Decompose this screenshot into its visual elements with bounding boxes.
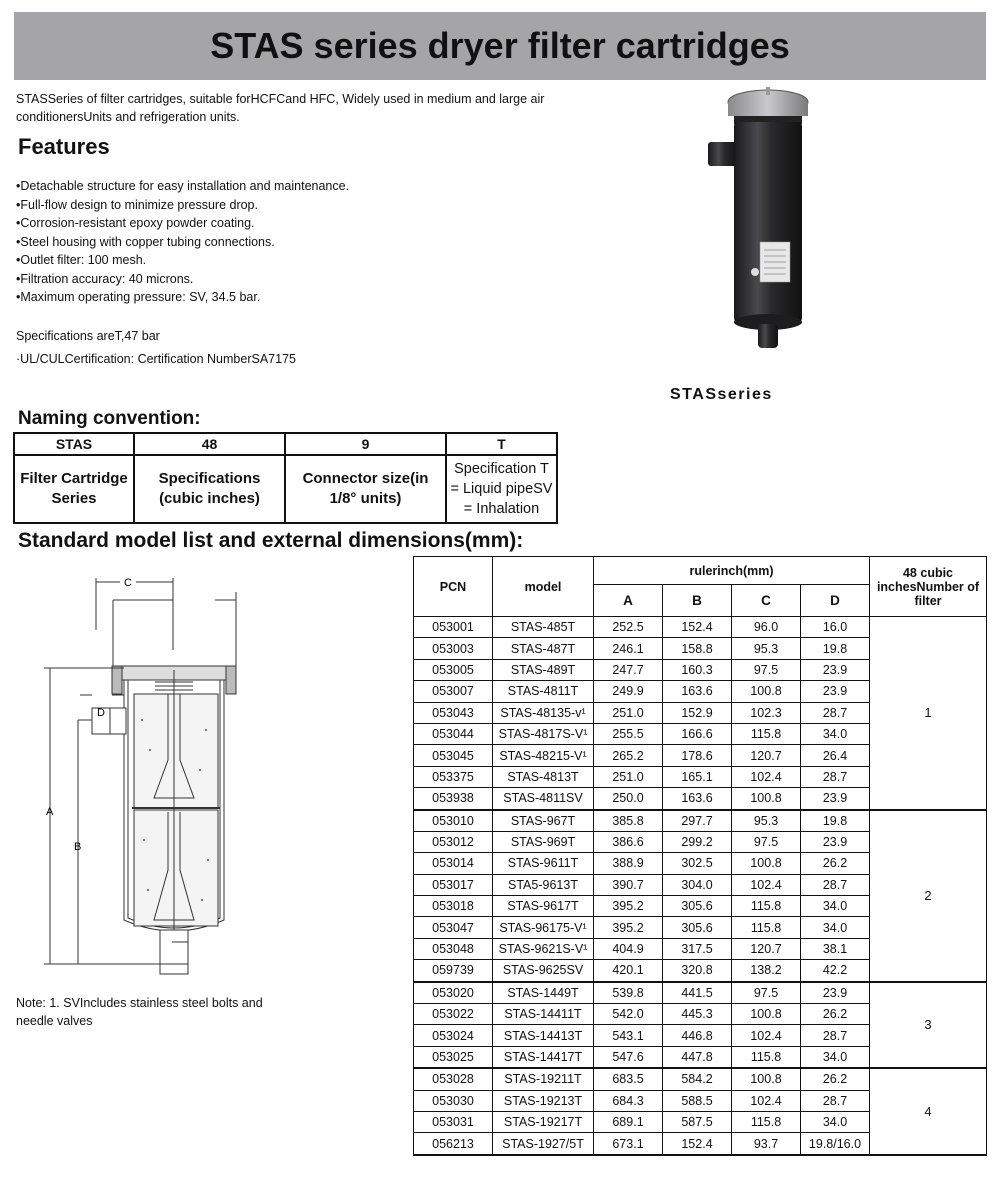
product-caption: STASseries: [670, 386, 773, 403]
cell-b: 160.3: [663, 659, 732, 680]
cell-c: 120.7: [732, 745, 801, 766]
cell-c: 102.3: [732, 702, 801, 723]
cell-b: 441.5: [663, 982, 732, 1004]
cell-pcn: 053010: [414, 810, 493, 832]
feature-item: • Full-flow design to minimize pressure drop.: [16, 196, 349, 215]
cell-a: 247.7: [594, 659, 663, 680]
dim-label-d: D: [97, 707, 105, 719]
cell-c: 95.3: [732, 810, 801, 832]
intro-text: STASSeries of filter cartridges, suitable forHCFCand HFC, Widely used in medium and large air conditionersUnits and refrigeration units.: [16, 92, 545, 124]
header-c: C: [732, 585, 801, 617]
cell-model: STAS-14411T: [493, 1004, 594, 1025]
cell-c: 100.8: [732, 1068, 801, 1090]
cell-pcn: 053025: [414, 1046, 493, 1068]
cell-pcn: 053007: [414, 681, 493, 702]
cell-c: 95.3: [732, 638, 801, 659]
cell-model: STAS-487T: [493, 638, 594, 659]
cell-pcn: 059739: [414, 960, 493, 982]
cell-model: STAS-969T: [493, 831, 594, 852]
cell-b: 304.0: [663, 874, 732, 895]
cell-a: 251.0: [594, 702, 663, 723]
cell-model: STAS-1449T: [493, 982, 594, 1004]
naming-convention-table: [13, 432, 558, 524]
cell-model: STAS-9625SV: [493, 960, 594, 982]
dimension-diagram: [30, 570, 270, 985]
cell-d: 34.0: [801, 1111, 870, 1132]
page-title: STAS series dryer filter cartridges: [210, 25, 790, 66]
cell-pcn: 053375: [414, 766, 493, 787]
cell-b: 163.6: [663, 788, 732, 810]
cell-pcn: 053014: [414, 853, 493, 874]
cell-model: STAS-14413T: [493, 1025, 594, 1046]
cell-b: 305.6: [663, 917, 732, 938]
cell-a: 689.1: [594, 1111, 663, 1132]
cell-model: STAS-9617T: [493, 896, 594, 917]
cell-pcn: 053012: [414, 831, 493, 852]
cell-model: STAS-967T: [493, 810, 594, 832]
dim-label-b: B: [74, 841, 82, 853]
cell-pcn: 053024: [414, 1025, 493, 1046]
cell-a: 673.1: [594, 1133, 663, 1155]
cell-d: 19.8: [801, 638, 870, 659]
cell-pcn: 053938: [414, 788, 493, 810]
cell-a: 395.2: [594, 917, 663, 938]
cell-c: 115.8: [732, 1111, 801, 1132]
cell-a: 250.0: [594, 788, 663, 810]
cell-a: 404.9: [594, 938, 663, 959]
cell-model: STAS-9621S-V¹: [493, 938, 594, 959]
table-row: [414, 1068, 987, 1090]
cell-a: 390.7: [594, 874, 663, 895]
naming-meaning: Filter Cartridge Series: [14, 455, 134, 523]
cell-d: 23.9: [801, 788, 870, 810]
cell-a: 251.0: [594, 766, 663, 787]
cell-b: 305.6: [663, 896, 732, 917]
feature-item: • Maximum operating pressure: SV, 34.5 bar.: [16, 288, 349, 307]
cell-d: 16.0: [801, 617, 870, 638]
cell-b: 320.8: [663, 960, 732, 982]
cell-d: 26.2: [801, 1068, 870, 1090]
cell-c: 102.4: [732, 1025, 801, 1046]
cell-pcn: 053047: [414, 917, 493, 938]
cell-c: 120.7: [732, 938, 801, 959]
cell-c: 115.8: [732, 1046, 801, 1068]
cell-c: 100.8: [732, 681, 801, 702]
cell-b: 584.2: [663, 1068, 732, 1090]
cell-model: STAS-4811T: [493, 681, 594, 702]
cell-c: 97.5: [732, 659, 801, 680]
cell-a: 420.1: [594, 960, 663, 982]
features-list: [16, 177, 349, 307]
cell-model: STAS-1927/5T: [493, 1133, 594, 1155]
cell-c: 96.0: [732, 617, 801, 638]
naming-heading: Naming convention:: [18, 408, 201, 429]
cell-b: 447.8: [663, 1046, 732, 1068]
cell-model: STAS-4813T: [493, 766, 594, 787]
header-d: D: [801, 585, 870, 617]
naming-code: T: [446, 433, 557, 455]
cell-c: 138.2: [732, 960, 801, 982]
cell-pcn: 053045: [414, 745, 493, 766]
spec-line: Specifications areT,47 bar: [16, 329, 160, 343]
naming-code: STAS: [14, 433, 134, 455]
cell-d: 23.9: [801, 659, 870, 680]
cell-b: 302.5: [663, 853, 732, 874]
header-model: model: [493, 557, 594, 617]
table-row: [414, 810, 987, 832]
cell-d: 19.8: [801, 810, 870, 832]
header-pcn: PCN: [414, 557, 493, 617]
cell-d: 26.2: [801, 1004, 870, 1025]
cell-c: 102.4: [732, 766, 801, 787]
cell-model: STA5-9613T: [493, 874, 594, 895]
cell-a: 547.6: [594, 1046, 663, 1068]
cell-model: STAS-19211T: [493, 1068, 594, 1090]
naming-code: 9: [285, 433, 446, 455]
cell-a: 388.9: [594, 853, 663, 874]
cell-a: 255.5: [594, 723, 663, 744]
cell-pcn: 053044: [414, 723, 493, 744]
cell-d: 19.8/16.0: [801, 1133, 870, 1155]
cell-b: 152.9: [663, 702, 732, 723]
cell-a: 385.8: [594, 810, 663, 832]
cell-pcn: 056213: [414, 1133, 493, 1155]
cell-b: 163.6: [663, 681, 732, 702]
table-row: [414, 617, 987, 638]
cell-pcn: 053022: [414, 1004, 493, 1025]
cell-model: STAS-48215-V¹: [493, 745, 594, 766]
dim-label-a: A: [46, 806, 54, 818]
cell-b: 166.6: [663, 723, 732, 744]
cell-pcn: 053028: [414, 1068, 493, 1090]
cell-b: 445.3: [663, 1004, 732, 1025]
cell-pcn: 053031: [414, 1111, 493, 1132]
cell-d: 34.0: [801, 1046, 870, 1068]
cell-pcn: 053030: [414, 1090, 493, 1111]
header-b: B: [663, 585, 732, 617]
cell-model: STAS-19213T: [493, 1090, 594, 1111]
title-banner: [14, 12, 986, 80]
cell-pcn: 053020: [414, 982, 493, 1004]
cell-filter-count: 4: [870, 1068, 987, 1155]
cell-d: 23.9: [801, 831, 870, 852]
cell-c: 115.8: [732, 917, 801, 938]
feature-item: • Detachable structure for easy installation and maintenance.: [16, 177, 349, 196]
cell-b: 587.5: [663, 1111, 732, 1132]
cell-pcn: 053005: [414, 659, 493, 680]
cell-pcn: 053017: [414, 874, 493, 895]
cell-a: 386.6: [594, 831, 663, 852]
cell-c: 100.8: [732, 853, 801, 874]
cell-b: 317.5: [663, 938, 732, 959]
cell-b: 158.8: [663, 638, 732, 659]
cell-b: 588.5: [663, 1090, 732, 1111]
cell-filter-count: 1: [870, 617, 987, 810]
certification-line: ·UL/CULCertification: Certification NumberSA7175: [16, 352, 296, 366]
cell-c: 102.4: [732, 874, 801, 895]
cell-b: 299.2: [663, 831, 732, 852]
cell-c: 100.8: [732, 1004, 801, 1025]
dim-label-c: C: [124, 577, 132, 589]
header-ruler: rulerinch(mm): [594, 557, 870, 585]
cell-model: STAS-96175-V¹: [493, 917, 594, 938]
header-filter-count: 48 cubic inchesNumber of filter: [870, 557, 987, 617]
features-heading: Features: [18, 134, 110, 159]
cell-c: 102.4: [732, 1090, 801, 1111]
cell-a: 246.1: [594, 638, 663, 659]
footnote: Note: 1. SVIncludes stainless steel bolts and needle valves: [16, 996, 263, 1028]
cell-d: 38.1: [801, 938, 870, 959]
cell-a: 539.8: [594, 982, 663, 1004]
cell-model: STAS-489T: [493, 659, 594, 680]
cell-pcn: 053003: [414, 638, 493, 659]
cell-b: 446.8: [663, 1025, 732, 1046]
naming-code: 48: [134, 433, 285, 455]
cell-c: 93.7: [732, 1133, 801, 1155]
cell-pcn: 053018: [414, 896, 493, 917]
cell-a: 395.2: [594, 896, 663, 917]
cell-d: 28.7: [801, 1025, 870, 1046]
cell-filter-count: 3: [870, 982, 987, 1069]
cell-d: 42.2: [801, 960, 870, 982]
cell-pcn: 053048: [414, 938, 493, 959]
cell-d: 28.7: [801, 874, 870, 895]
cell-a: 542.0: [594, 1004, 663, 1025]
cell-d: 28.7: [801, 766, 870, 787]
feature-item: • Outlet filter: 100 mesh.: [16, 251, 349, 270]
cell-a: 265.2: [594, 745, 663, 766]
cell-c: 100.8: [732, 788, 801, 810]
cell-a: 543.1: [594, 1025, 663, 1046]
cell-model: STAS-9611T: [493, 853, 594, 874]
cell-d: 34.0: [801, 723, 870, 744]
standard-heading: Standard model list and external dimensions(mm):: [18, 529, 524, 552]
cell-c: 115.8: [732, 723, 801, 744]
cell-model: STAS-4817S-V¹: [493, 723, 594, 744]
naming-meaning: Specifications (cubic inches): [134, 455, 285, 523]
cell-a: 252.5: [594, 617, 663, 638]
cell-model: STAS-4811SV: [493, 788, 594, 810]
naming-meaning: Specification T = Liquid pipeSV = Inhalation: [446, 455, 557, 523]
cell-a: 684.3: [594, 1090, 663, 1111]
table-row: [414, 982, 987, 1004]
cell-model: STAS-48135-v¹: [493, 702, 594, 723]
cell-b: 152.4: [663, 1133, 732, 1155]
cell-d: 28.7: [801, 702, 870, 723]
cell-model: STAS-14417T: [493, 1046, 594, 1068]
cell-b: 178.6: [663, 745, 732, 766]
cell-c: 97.5: [732, 831, 801, 852]
header-a: A: [594, 585, 663, 617]
cell-d: 23.9: [801, 982, 870, 1004]
feature-item: • Corrosion-resistant epoxy powder coating.: [16, 214, 349, 233]
cell-b: 297.7: [663, 810, 732, 832]
cell-b: 152.4: [663, 617, 732, 638]
cell-pcn: 053001: [414, 617, 493, 638]
cell-filter-count: 2: [870, 810, 987, 982]
naming-meaning: Connector size(in 1/8° units): [285, 455, 446, 523]
cell-d: 26.2: [801, 853, 870, 874]
cell-a: 683.5: [594, 1068, 663, 1090]
feature-item: • Steel housing with copper tubing connections.: [16, 233, 349, 252]
cell-pcn: 053043: [414, 702, 493, 723]
cell-d: 26.4: [801, 745, 870, 766]
cell-a: 249.9: [594, 681, 663, 702]
cell-c: 115.8: [732, 896, 801, 917]
model-dimensions-table: [413, 556, 987, 1156]
cell-d: 34.0: [801, 917, 870, 938]
cell-d: 28.7: [801, 1090, 870, 1111]
product-photo: [700, 82, 820, 372]
cell-model: STAS-19217T: [493, 1111, 594, 1132]
cell-d: 34.0: [801, 896, 870, 917]
cell-model: STAS-485T: [493, 617, 594, 638]
feature-item: • Filtration accuracy: 40 microns.: [16, 270, 349, 289]
cell-b: 165.1: [663, 766, 732, 787]
cell-c: 97.5: [732, 982, 801, 1004]
cell-d: 23.9: [801, 681, 870, 702]
